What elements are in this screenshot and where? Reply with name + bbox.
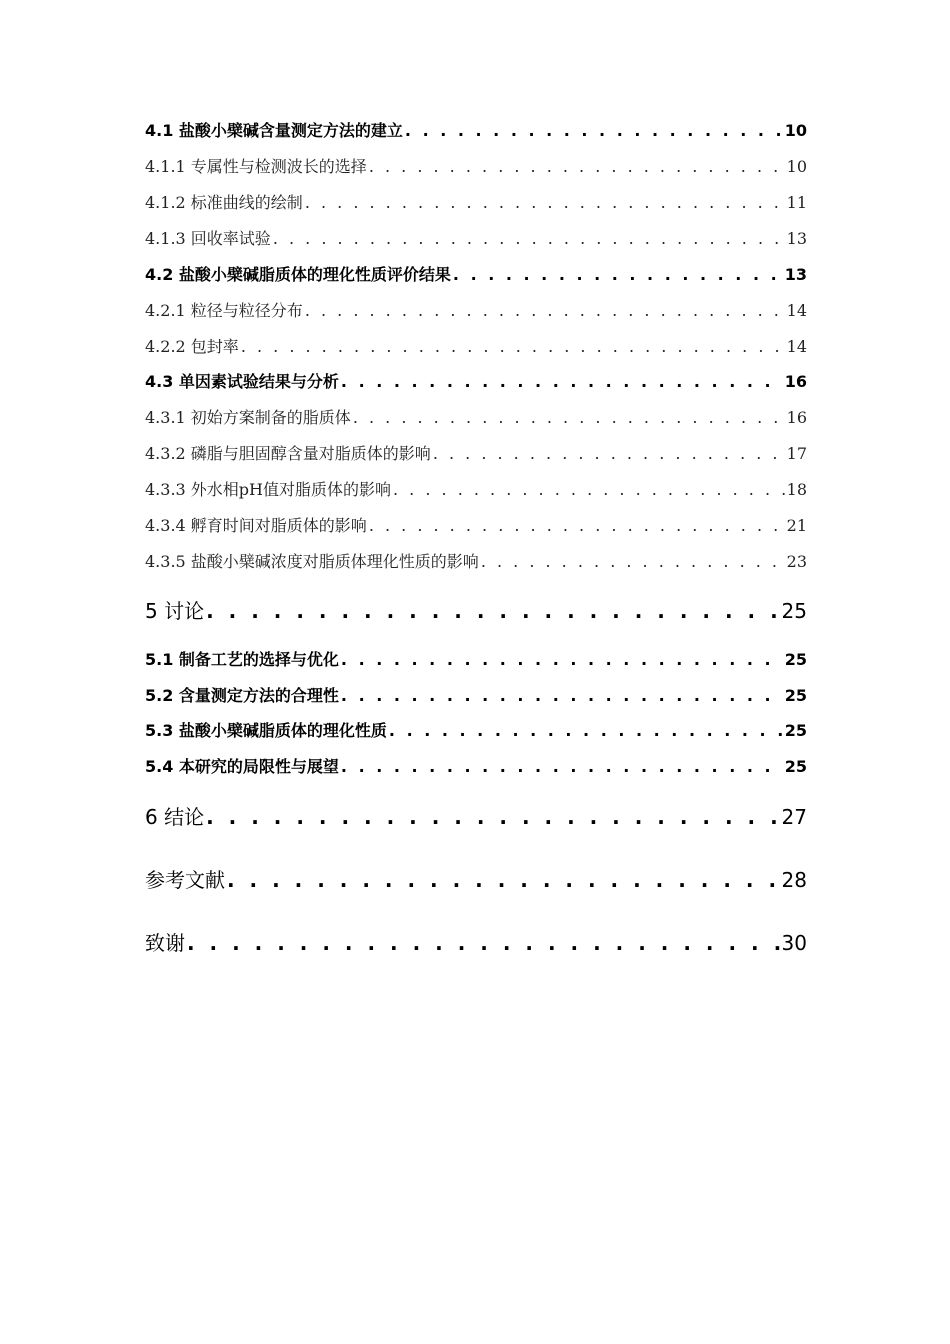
toc-entry-label: 4.3.1 初始方案制备的脂质体 bbox=[145, 408, 351, 427]
toc-entry-label: 5.4 本研究的局限性与展望 bbox=[145, 757, 339, 776]
toc-entry-label: 4.2.1 粒径与粒径分布 bbox=[145, 301, 303, 320]
toc-entry-label: 4.2.2 包封率 bbox=[145, 337, 239, 356]
toc-entry-6[interactable] bbox=[145, 801, 807, 830]
toc-leader-dots bbox=[341, 372, 783, 391]
toc-entry-4-2-2[interactable] bbox=[145, 334, 807, 357]
toc-leader-dots bbox=[453, 265, 783, 284]
toc-entry-4-1-1[interactable] bbox=[145, 154, 807, 177]
toc-entry-4-2[interactable] bbox=[145, 262, 807, 285]
toc-entry-4-1[interactable] bbox=[145, 118, 807, 141]
toc-entry-label: 6 结论 bbox=[145, 805, 205, 829]
toc-entry-label: 致谢 bbox=[145, 931, 185, 955]
toc-leader-dots bbox=[305, 193, 785, 212]
toc-entry-5-1[interactable] bbox=[145, 647, 807, 670]
toc-page-number: 16 bbox=[786, 408, 807, 427]
toc-entry-label: 4.3.2 磷脂与胆固醇含量对脂质体的影响 bbox=[145, 444, 431, 463]
toc-page-number: 25 bbox=[784, 757, 807, 776]
toc-entry-label: 4.3.3 外水相pH值对脂质体的影响 bbox=[145, 480, 391, 499]
toc-entry-5[interactable] bbox=[145, 595, 807, 624]
toc-page-number: 10 bbox=[784, 121, 807, 140]
toc-leader-dots bbox=[341, 757, 783, 776]
toc-leader-dots bbox=[433, 444, 785, 463]
toc-entry-label: 4.1.3 回收率试验 bbox=[145, 229, 271, 248]
toc-page-number: 25 bbox=[784, 650, 807, 669]
toc-entry-5-4[interactable] bbox=[145, 754, 807, 777]
toc-page-number: 13 bbox=[784, 265, 807, 284]
toc-entry-label: 4.1 盐酸小檗碱含量测定方法的建立 bbox=[145, 121, 403, 140]
toc-page-number: 16 bbox=[784, 372, 807, 391]
toc-entry-4-3[interactable] bbox=[145, 369, 807, 392]
toc-leader-dots bbox=[353, 408, 785, 427]
toc-entry-4-3-1[interactable] bbox=[145, 405, 807, 428]
toc-entry-label: 5.2 含量测定方法的合理性 bbox=[145, 686, 339, 705]
toc-entry-5-2[interactable] bbox=[145, 683, 807, 706]
toc-entry-label: 参考文献 bbox=[145, 868, 225, 892]
toc-page-number: 11 bbox=[786, 193, 807, 212]
toc-leader-dots bbox=[405, 121, 783, 140]
toc-entry-4-1-2[interactable] bbox=[145, 190, 807, 213]
toc-entry-label: 4.3.4 孵育时间对脂质体的影响 bbox=[145, 516, 367, 535]
toc-entry-acknowledgements[interactable] bbox=[145, 927, 807, 956]
toc-page-number: 30 bbox=[781, 931, 807, 955]
toc-entry-label: 4.2 盐酸小檗碱脂质体的理化性质评价结果 bbox=[145, 265, 451, 284]
toc-page-number: 10 bbox=[786, 157, 807, 176]
toc-entry-label: 5.1 制备工艺的选择与优化 bbox=[145, 650, 339, 669]
toc-entry-4-1-3[interactable] bbox=[145, 226, 807, 249]
toc-page-number: 18 bbox=[786, 480, 807, 499]
toc-entry-4-3-2[interactable] bbox=[145, 441, 807, 464]
toc-page-number: 21 bbox=[786, 516, 807, 535]
toc-page-number: 25 bbox=[784, 721, 807, 740]
toc-leader-dots bbox=[227, 868, 780, 892]
toc-page-number: 14 bbox=[786, 337, 807, 356]
toc-leader-dots bbox=[241, 337, 785, 356]
toc-page-number: 25 bbox=[784, 686, 807, 705]
toc-entry-references[interactable] bbox=[145, 864, 807, 893]
toc-leader-dots bbox=[305, 301, 785, 320]
toc-entry-label: 4.3 单因素试验结果与分析 bbox=[145, 372, 339, 391]
toc-entry-5-3[interactable] bbox=[145, 718, 807, 741]
toc-entry-4-2-1[interactable] bbox=[145, 298, 807, 321]
toc-leader-dots bbox=[481, 552, 785, 571]
toc-leader-dots bbox=[273, 229, 785, 248]
toc-page-number: 13 bbox=[786, 229, 807, 248]
toc-leader-dots bbox=[369, 157, 785, 176]
toc-leader-dots bbox=[187, 931, 780, 955]
toc-leader-dots bbox=[206, 805, 779, 829]
toc-leader-dots bbox=[206, 599, 779, 623]
toc-page-number: 14 bbox=[786, 301, 807, 320]
toc-entry-4-3-5[interactable] bbox=[145, 549, 807, 572]
toc-entry-label: 4.1.1 专属性与检测波长的选择 bbox=[145, 157, 367, 176]
toc-leader-dots bbox=[389, 721, 783, 740]
toc-entry-4-3-4[interactable] bbox=[145, 513, 807, 536]
toc-page-number: 25 bbox=[781, 599, 807, 623]
toc-page-number: 23 bbox=[786, 552, 807, 571]
toc-page-number: 28 bbox=[781, 868, 807, 892]
toc-page-number: 17 bbox=[786, 444, 807, 463]
toc-entry-label: 5.3 盐酸小檗碱脂质体的理化性质 bbox=[145, 721, 387, 740]
toc-entry-label: 4.3.5 盐酸小檗碱浓度对脂质体理化性质的影响 bbox=[145, 552, 479, 571]
toc-entry-label: 5 讨论 bbox=[145, 599, 205, 623]
toc-leader-dots bbox=[393, 480, 785, 499]
toc-leader-dots bbox=[369, 516, 785, 535]
toc-entry-label: 4.1.2 标准曲线的绘制 bbox=[145, 193, 303, 212]
toc-leader-dots bbox=[341, 650, 783, 669]
toc-page-number: 27 bbox=[781, 805, 807, 829]
toc-entry-4-3-3[interactable] bbox=[145, 477, 807, 500]
toc-leader-dots bbox=[341, 686, 783, 705]
